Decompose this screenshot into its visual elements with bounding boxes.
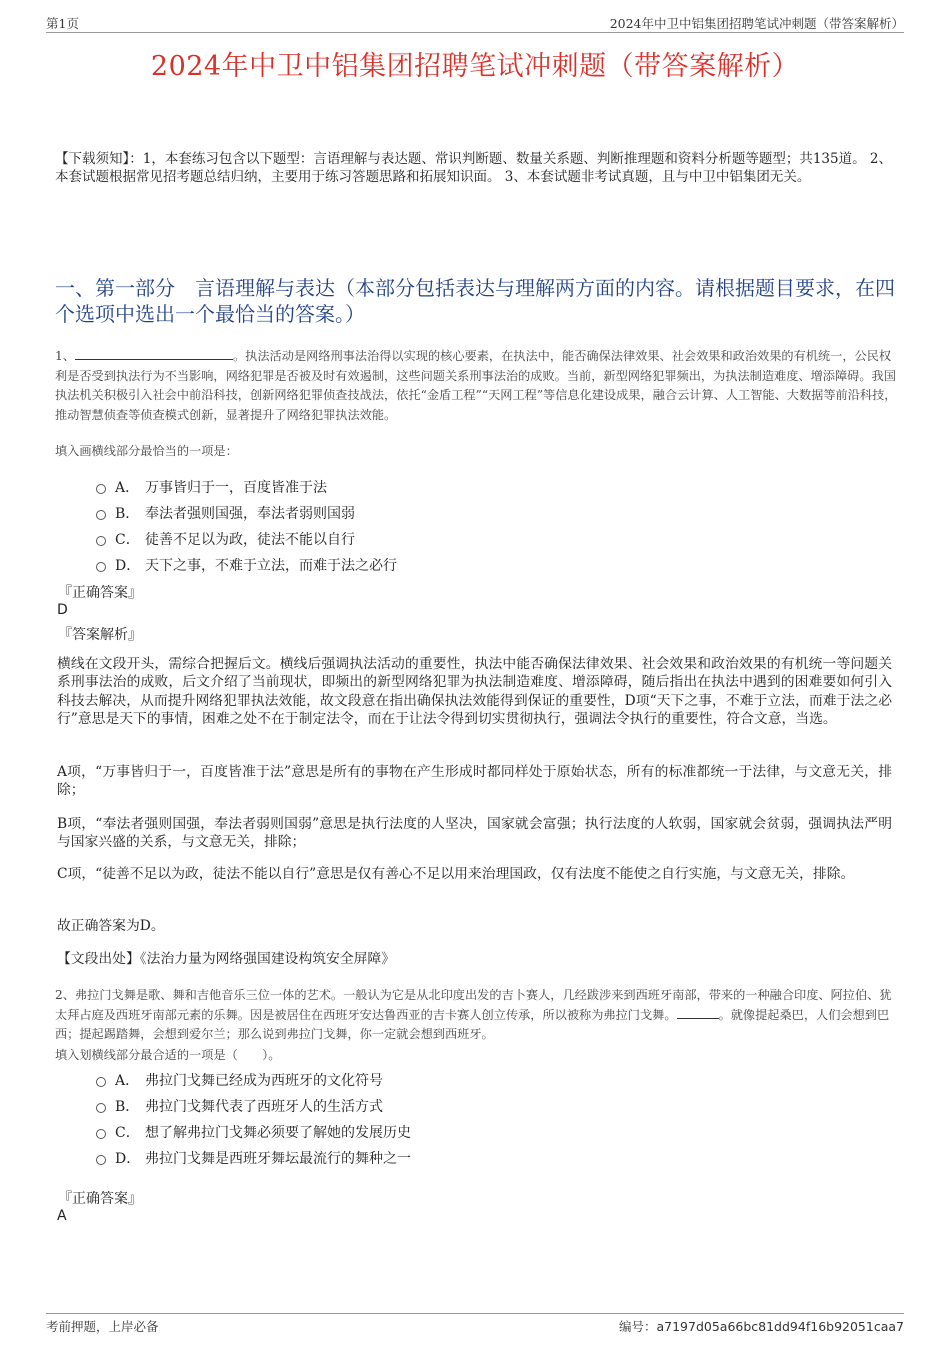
- correct-answer-label: 『正确答案』: [58, 585, 142, 601]
- radio-icon[interactable]: [96, 1129, 106, 1139]
- correct-answer: A: [57, 1208, 67, 1224]
- option-d[interactable]: D． 弗拉门戈舞是西班牙舞坛最流行的舞种之一: [96, 1148, 411, 1168]
- question-1-prompt: 填入画横线部分最恰当的一项是：: [55, 444, 238, 458]
- radio-icon[interactable]: [96, 484, 106, 494]
- download-notice: 【下载须知】：1，本套练习包含以下题型：言语理解与表达题、常识判断题、数量关系题、判断推理题和资料分析题等题型；共135道。 2、本套试题根据常见招考题总结归纳，主要用于练习答题思路和拓展知识面。 3、本套试题非考试真题，且与中卫中铝集团无关。: [55, 151, 892, 185]
- question-text: 。执法活动是网络刑事法治得以实现的核心要素，在执法中，能否确保法律效果、社会效果和政治效果的有机统一，公民权利是否受到执法行为不当影响，网络犯罪是否被及时有效遏制，这些问题关系刑事法治的成败。当前，新型网络犯罪频出，为执法制造难度、增添障碍。我国执法机关积极引入社会中前沿科技，创新网络犯罪侦查技战法，依托“金盾工程”“天网工程”等信息化建设成果，融合云计算、人工智能、大数据等前沿科技，推动智慧侦查等侦查模式创新，显著提升了网络犯罪执法效能。: [55, 349, 897, 422]
- option-c[interactable]: C． 想了解弗拉门戈舞必须要了解她的发展历史: [96, 1122, 411, 1142]
- option-d[interactable]: D． 天下之事，不难于立法，而难于法之必行: [96, 555, 397, 575]
- option-c[interactable]: C． 徒善不足以为政，徒法不能以自行: [96, 529, 355, 549]
- header-doc-title: 2024年中卫中铝集团招聘笔试冲刺题（带答案解析）: [609, 16, 904, 31]
- analysis-conclusion: 故正确答案为D。: [57, 918, 165, 934]
- question-1-stem: [55, 347, 900, 425]
- question-number: 2、: [55, 988, 75, 1002]
- correct-answer-label: 『正确答案』: [58, 1191, 142, 1207]
- radio-icon[interactable]: [96, 1077, 106, 1087]
- question-text: 。就像提起桑巴，人们会想到巴西；提起踢踏舞，会想到爱尔兰；那么说到弗拉门戈舞，你一定就会想到西班牙。: [55, 1007, 890, 1041]
- question-2-prompt: 填入划横线部分最合适的一项是（ ）。: [55, 1048, 281, 1062]
- radio-icon[interactable]: [96, 536, 106, 546]
- radio-icon[interactable]: [96, 510, 106, 520]
- analysis-paragraph: A项，“万事皆归于一，百度皆准于法”意思是所有的事物在产生形成时都同样处于原始状态，所有的标准都统一于法律，与文意无关，排除；: [57, 764, 892, 799]
- fill-blank: [677, 1008, 719, 1019]
- page-number: 第1页: [46, 16, 79, 31]
- section-heading: 一、第一部分 言语理解与表达（本部分包括表达与理解两方面的内容。请根据题目要求，在四个选项中选出一个最恰当的答案。）: [55, 276, 895, 326]
- option-b[interactable]: B． 奉法者强则国强，奉法者弱则国弱: [96, 503, 355, 523]
- source-citation: 【文段出处】《法治力量为网络强国建设构筑安全屏障》: [57, 951, 396, 967]
- option-a[interactable]: A． 弗拉门戈舞已经成为西班牙的文化符号: [96, 1070, 383, 1090]
- analysis-paragraph: 横线在文段开头，需综合把握后文。横线后强调执法活动的重要性，执法中能否确保法律效果、社会效果和政治效果的有机统一等问题关系刑事法治的成败，后文介绍了当前现状，即频出的新型网络犯罪为执法制造难度、增添障碍，随后指出在执法中遇到的困难要如何引入科技去解决，从而提升网络犯罪执法效能，故文段意在指出确保执法效能得到保证的重要性，D项“天下之事，不难于立法，而难于法之必行”意思是天下的事情，困难之处不在于制定法令，而在于让法令得到切实贯彻执行，强调法令执行的重要性，符合文意，当选。: [57, 656, 892, 727]
- option-b[interactable]: B． 弗拉门戈舞代表了西班牙人的生活方式: [96, 1096, 383, 1116]
- page-header: [46, 14, 904, 33]
- radio-icon[interactable]: [96, 1155, 106, 1165]
- question-number: 1、: [55, 349, 75, 363]
- page-footer: [46, 1313, 904, 1334]
- document-code: 编号：a7197d05a66bc81dd94f16b92051caa7: [618, 1319, 904, 1334]
- fill-blank: [75, 349, 233, 360]
- analysis-label: 『答案解析』: [58, 627, 142, 643]
- analysis-paragraph: B项，“奉法者强则国强，奉法者弱则国弱”意思是执行法度的人坚决，国家就会富强；执行法度的人软弱，国家就会贫弱，强调执法严明与国家兴盛的关系，与文意无关，排除；: [57, 816, 892, 851]
- page-title: 2024年中卫中铝集团招聘笔试冲刺题（带答案解析）: [150, 51, 800, 82]
- radio-icon[interactable]: [96, 1103, 106, 1113]
- question-2-stem: [55, 986, 900, 1045]
- option-a[interactable]: A． 万事皆归于一，百度皆准于法: [96, 477, 327, 497]
- radio-icon[interactable]: [96, 562, 106, 572]
- question-text: 弗拉门戈舞是歌、舞和吉他音乐三位一体的艺术。一般认为它是从北印度出发的吉卜赛人，几经跋涉来到西班牙南部，带来的一种融合印度、阿拉伯、犹太拜占庭及西班牙南部元素的乐舞。因是被居住在西班牙安达鲁西亚的吉卡赛人创立传承，所以被称为弗拉门戈舞。: [55, 988, 892, 1022]
- correct-answer: D: [57, 602, 68, 618]
- analysis-paragraph: C项，“徒善不足以为政，徒法不能以自行”意思是仅有善心不足以用来治理国政，仅有法度不能使之自行实施，与文意无关，排除。: [57, 866, 855, 882]
- footer-slogan: 考前押题，上岸必备: [46, 1319, 159, 1334]
